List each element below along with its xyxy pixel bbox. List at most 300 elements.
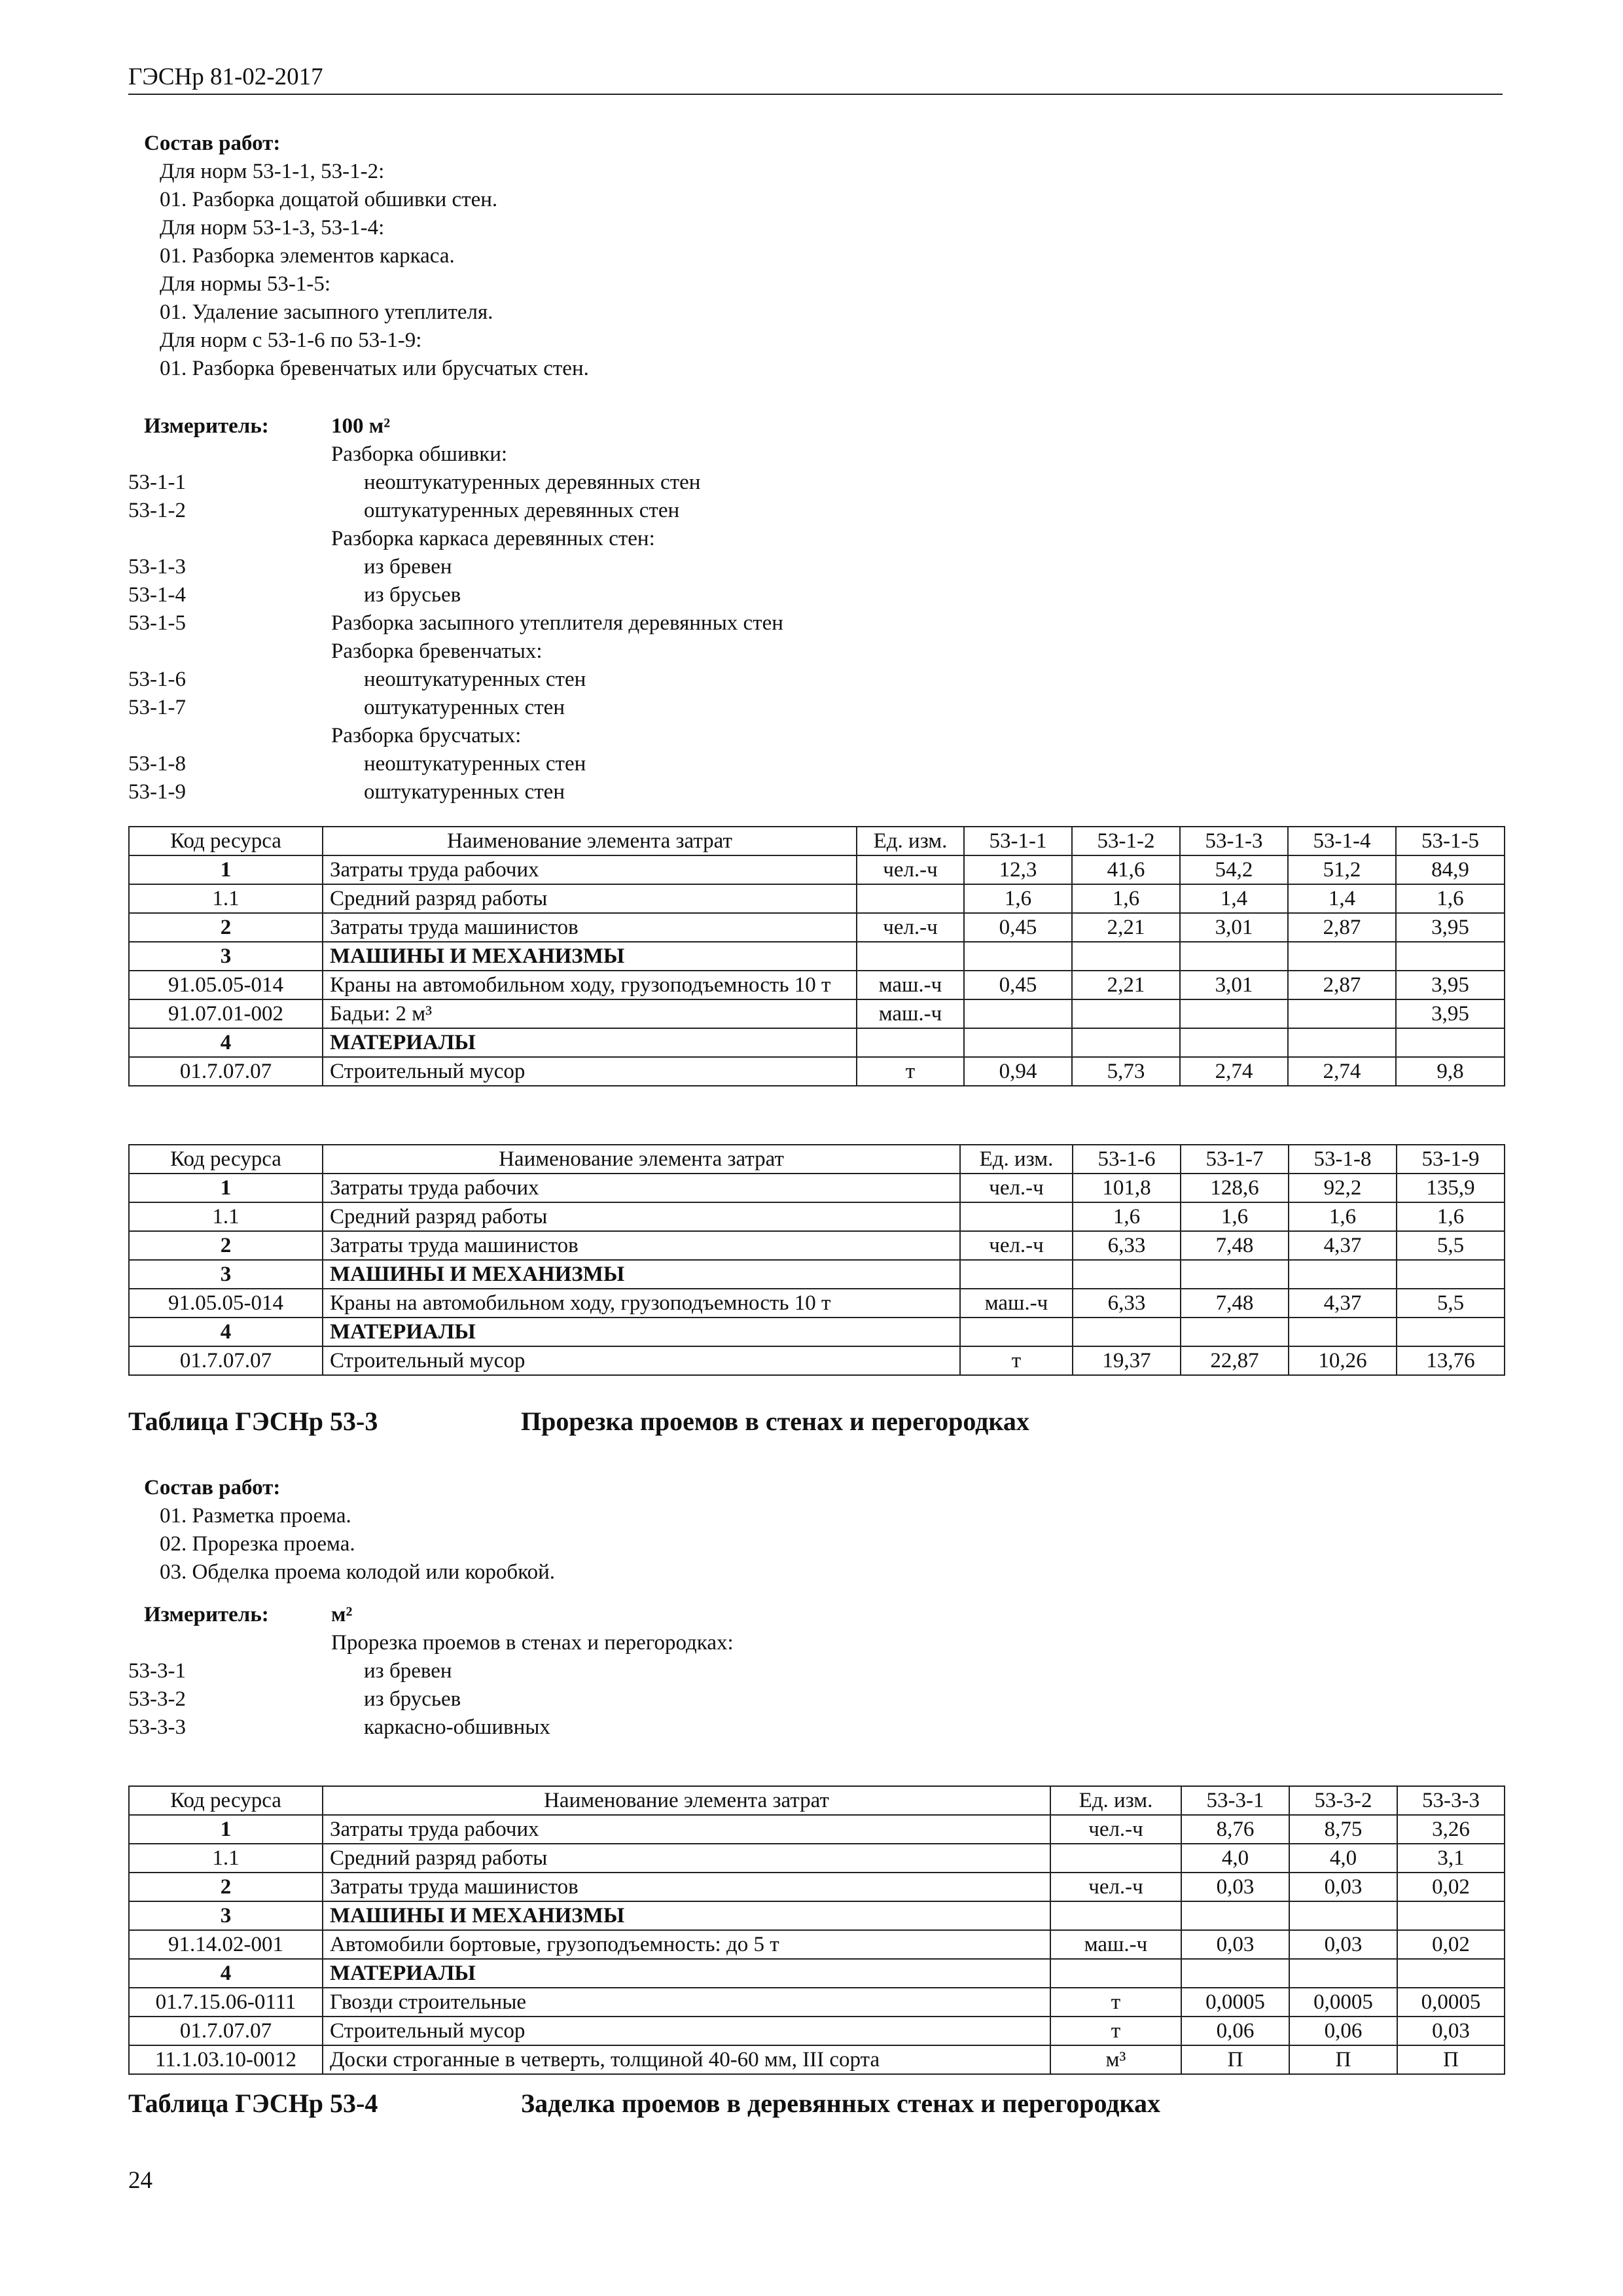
resource-table-53-1-a <box>128 826 1505 1086</box>
group-row <box>129 1028 1505 1057</box>
norm-value: 3,95 <box>1396 913 1505 942</box>
norm-value <box>1181 1959 1289 1988</box>
table-number: Таблица ГЭСНр 53-3 <box>128 1407 378 1436</box>
norm-value: 0,45 <box>964 913 1072 942</box>
group-row <box>129 942 1505 971</box>
norm-text: из брусьев <box>364 1687 461 1711</box>
norm-row <box>128 553 1503 581</box>
norm-value: 0,0005 <box>1289 1988 1397 2017</box>
norm-value: 0,03 <box>1181 1930 1289 1959</box>
norm-value: 22,87 <box>1181 1346 1289 1375</box>
resource-code: 01.7.07.07 <box>129 2017 323 2045</box>
composition-list <box>128 1502 1503 1587</box>
norm-value: 101,8 <box>1073 1174 1181 1202</box>
column-header: 53-1-2 <box>1072 827 1180 855</box>
column-header: Наименование элемента затрат <box>323 1145 960 1174</box>
norm-value <box>1288 999 1396 1028</box>
norm-value: 92,2 <box>1289 1174 1397 1202</box>
norm-value: 1,4 <box>1288 884 1396 913</box>
composition-item: Для нормы 53-1-5: <box>160 272 331 296</box>
measure-unit: м² <box>331 1603 353 1626</box>
norm-value: 6,33 <box>1073 1289 1181 1318</box>
norm-row <box>128 666 1503 694</box>
resource-code: 1.1 <box>129 884 323 913</box>
norm-value: 0,03 <box>1181 1873 1289 1901</box>
column-header: 53-1-7 <box>1181 1145 1289 1174</box>
resource-code: 1.1 <box>129 1844 323 1873</box>
resource-name: Затраты труда рабочих <box>323 855 857 884</box>
column-header: 53-1-6 <box>1073 1145 1181 1174</box>
column-header: Ед. изм. <box>1050 1786 1181 1815</box>
composition-item: 01. Разборка элементов каркаса. <box>160 244 455 268</box>
table-row <box>129 1289 1505 1318</box>
unit <box>857 942 964 971</box>
composition-list <box>128 158 1503 383</box>
norm-value: 41,6 <box>1072 855 1180 884</box>
resource-code: 11.1.03.10-0012 <box>129 2045 323 2074</box>
norm-text: Разборка обшивки: <box>331 442 508 466</box>
resource-name: МАТЕРИАЛЫ <box>323 1028 857 1057</box>
resource-name: МАТЕРИАЛЫ <box>323 1959 1050 1988</box>
norm-text: оштукатуренных деревянных стен <box>364 499 680 522</box>
norm-text: оштукатуренных стен <box>364 696 565 719</box>
resource-code: 4 <box>129 1318 323 1346</box>
unit: т <box>1050 2017 1181 2045</box>
page-number: 24 <box>128 2167 152 2194</box>
norm-value <box>1073 1260 1181 1289</box>
composition-block-3 <box>128 1474 1503 1587</box>
norm-row <box>128 469 1503 497</box>
unit: маш.-ч <box>1050 1930 1181 1959</box>
table-row <box>129 2017 1505 2045</box>
norms-list <box>128 1629 1503 1742</box>
resource-code: 1 <box>129 855 323 884</box>
norm-row <box>128 1629 1503 1657</box>
resource-name: МАШИНЫ И МЕХАНИЗМЫ <box>323 1260 960 1289</box>
norm-row <box>128 722 1503 750</box>
table-row <box>129 1346 1505 1375</box>
norm-value <box>964 1028 1072 1057</box>
resource-code: 2 <box>129 1873 323 1901</box>
norm-row <box>128 609 1503 637</box>
unit: т <box>857 1057 964 1086</box>
composition-item: 03. Обделка проема колодой или коробкой. <box>160 1560 555 1584</box>
unit <box>857 1028 964 1057</box>
section-title-53-4 <box>128 2088 1160 2119</box>
composition-title: Состав работ: <box>144 132 281 155</box>
norm-value: 3,1 <box>1397 1844 1505 1873</box>
column-header: Код ресурса <box>129 827 323 855</box>
norm-text: из бревен <box>364 555 452 579</box>
norm-code: 53-1-4 <box>128 583 186 607</box>
resource-name: Строительный мусор <box>323 2017 1050 2045</box>
resource-table-53-1-b <box>128 1144 1505 1376</box>
norm-value: 2,21 <box>1072 913 1180 942</box>
norm-value: 128,6 <box>1181 1174 1289 1202</box>
table-row <box>129 1202 1505 1231</box>
composition-item: 01. Удаление засыпного утеплителя. <box>160 300 493 324</box>
norm-value <box>1397 1318 1505 1346</box>
norm-value: 2,21 <box>1072 971 1180 999</box>
norm-value <box>1181 1260 1289 1289</box>
norm-code: 53-1-8 <box>128 752 186 776</box>
norm-code: 53-1-5 <box>128 611 186 635</box>
table-title: Заделка проемов в деревянных стенах и перегородках <box>521 2089 1160 2118</box>
composition-item: Для норм с 53-1-6 по 53-1-9: <box>160 329 422 352</box>
resource-name: Затраты труда рабочих <box>323 1174 960 1202</box>
norm-value: 0,94 <box>964 1057 1072 1086</box>
resource-name: Доски строганные в четверть, толщиной 40-60 мм, III сорта <box>323 2045 1050 2074</box>
resource-name: Гвозди строительные <box>323 1988 1050 2017</box>
norm-row <box>128 1657 1503 1685</box>
unit <box>1050 1844 1181 1873</box>
norm-value <box>1072 942 1180 971</box>
resource-code: 2 <box>129 1231 323 1260</box>
unit: маш.-ч <box>960 1289 1073 1318</box>
resource-code: 91.07.01-002 <box>129 999 323 1028</box>
resource-name: Затраты труда машинистов <box>323 1873 1050 1901</box>
norm-value: 0,0005 <box>1397 1988 1505 2017</box>
norm-value <box>1181 1318 1289 1346</box>
measure-label: Измеритель: <box>144 1603 269 1626</box>
resource-code: 3 <box>129 1901 323 1930</box>
page-header: ГЭСНр 81-02-2017 <box>128 63 1503 95</box>
unit <box>960 1260 1073 1289</box>
unit: чел.-ч <box>1050 1873 1181 1901</box>
norm-value: 2,74 <box>1180 1057 1288 1086</box>
resource-name: МАТЕРИАЛЫ <box>323 1318 960 1346</box>
norm-value <box>1396 942 1505 971</box>
composition-title: Состав работ: <box>144 1476 281 1499</box>
norm-value: 0,02 <box>1397 1930 1505 1959</box>
norm-value <box>1180 999 1288 1028</box>
group-row <box>129 1260 1505 1289</box>
norm-value: 4,37 <box>1289 1289 1397 1318</box>
table-row <box>129 913 1505 942</box>
norm-value: 0,03 <box>1289 1873 1397 1901</box>
measure-block-3 <box>128 1601 1503 1742</box>
column-header: Наименование элемента затрат <box>323 1786 1050 1815</box>
resource-name: Средний разряд работы <box>323 1844 1050 1873</box>
unit <box>1050 1959 1181 1988</box>
resource-code: 1 <box>129 1174 323 1202</box>
norm-code: 53-1-7 <box>128 696 186 719</box>
norm-value: П <box>1397 2045 1505 2074</box>
table-row <box>129 999 1505 1028</box>
resource-code: 01.7.07.07 <box>129 1346 323 1375</box>
norm-value <box>1397 1901 1505 1930</box>
composition-item: 01. Разметка проема. <box>160 1504 351 1528</box>
column-header: 53-1-1 <box>964 827 1072 855</box>
unit <box>960 1318 1073 1346</box>
norm-code <box>128 722 331 750</box>
norm-text: оштукатуренных стен <box>364 780 565 804</box>
norm-value: 2,87 <box>1288 913 1396 942</box>
norm-value: 5,5 <box>1397 1289 1505 1318</box>
norm-value <box>1397 1260 1505 1289</box>
norm-value: 3,26 <box>1397 1815 1505 1844</box>
norm-text: Разборка каркаса деревянных стен: <box>331 527 655 550</box>
norm-value <box>1072 1028 1180 1057</box>
norm-row <box>128 1713 1503 1742</box>
unit: чел.-ч <box>857 855 964 884</box>
measure-block-1 <box>128 412 1503 806</box>
norm-value: П <box>1289 2045 1397 2074</box>
measure-label: Измеритель: <box>144 414 269 438</box>
table-row <box>129 1873 1505 1901</box>
norm-value <box>1288 942 1396 971</box>
unit: маш.-ч <box>857 971 964 999</box>
unit: м³ <box>1050 2045 1181 2074</box>
norm-row <box>128 525 1503 553</box>
norm-code: 53-1-9 <box>128 780 186 804</box>
norm-text: неоштукатуренных стен <box>364 668 586 691</box>
resource-name: Строительный мусор <box>323 1346 960 1375</box>
norm-value: 7,48 <box>1181 1289 1289 1318</box>
norm-value: 3,01 <box>1180 971 1288 999</box>
column-header: 53-3-2 <box>1289 1786 1397 1815</box>
column-header: 53-3-3 <box>1397 1786 1505 1815</box>
column-header: Ед. изм. <box>960 1145 1073 1174</box>
norm-row <box>128 440 1503 469</box>
norm-value <box>1289 1260 1397 1289</box>
resource-name: Строительный мусор <box>323 1057 857 1086</box>
table-row <box>129 2045 1505 2074</box>
norms-list <box>128 440 1503 806</box>
norm-value <box>1288 1028 1396 1057</box>
norm-code <box>128 637 331 666</box>
norm-row <box>128 750 1503 778</box>
group-row <box>129 1959 1505 1988</box>
unit <box>960 1202 1073 1231</box>
resource-name: МАШИНЫ И МЕХАНИЗМЫ <box>323 1901 1050 1930</box>
norm-value: 8,76 <box>1181 1815 1289 1844</box>
resource-name: Затраты труда машинистов <box>323 1231 960 1260</box>
norm-value: 12,3 <box>964 855 1072 884</box>
table-row <box>129 1174 1505 1202</box>
norm-value: 4,0 <box>1289 1844 1397 1873</box>
measure-row <box>128 412 1503 440</box>
unit <box>857 884 964 913</box>
resource-name: Краны на автомобильном ходу, грузоподъемность 10 т <box>323 1289 960 1318</box>
norm-value: 0,02 <box>1397 1873 1505 1901</box>
norm-value: 1,6 <box>1181 1202 1289 1231</box>
norm-text: Разборка бревенчатых: <box>331 639 543 663</box>
resource-code: 91.14.02-001 <box>129 1930 323 1959</box>
unit: чел.-ч <box>960 1174 1073 1202</box>
norm-value: 8,75 <box>1289 1815 1397 1844</box>
table-row <box>129 1815 1505 1844</box>
norm-code <box>128 525 331 553</box>
resource-code: 1 <box>129 1815 323 1844</box>
section-title-53-3 <box>128 1406 1029 1437</box>
column-header: 53-1-4 <box>1288 827 1396 855</box>
norm-value: 6,33 <box>1073 1231 1181 1260</box>
norm-text: Разборка брусчатых: <box>331 724 522 747</box>
norm-value: П <box>1181 2045 1289 2074</box>
resource-name: Средний разряд работы <box>323 884 857 913</box>
norm-value: 2,74 <box>1288 1057 1396 1086</box>
resource-code: 3 <box>129 942 323 971</box>
column-header: Ед. изм. <box>857 827 964 855</box>
norm-value: 1,6 <box>1397 1202 1505 1231</box>
norm-value: 9,8 <box>1396 1057 1505 1086</box>
measure-row <box>128 1601 1503 1629</box>
resource-code: 3 <box>129 1260 323 1289</box>
norm-value: 19,37 <box>1073 1346 1181 1375</box>
table-row <box>129 1057 1505 1086</box>
norm-code <box>128 1629 331 1657</box>
unit: чел.-ч <box>857 913 964 942</box>
table-row <box>129 1844 1505 1873</box>
norm-value: 0,06 <box>1181 2017 1289 2045</box>
norm-value <box>964 999 1072 1028</box>
norm-row <box>128 778 1503 806</box>
resource-name: Затраты труда машинистов <box>323 913 857 942</box>
table-row <box>129 1930 1505 1959</box>
norm-value: 1,6 <box>1396 884 1505 913</box>
column-header: 53-1-3 <box>1180 827 1288 855</box>
norm-value: 3,95 <box>1396 971 1505 999</box>
norm-text: Прорезка проемов в стенах и перегородках: <box>331 1631 734 1655</box>
resource-code: 01.7.15.06-0111 <box>129 1988 323 2017</box>
resource-code: 4 <box>129 1028 323 1057</box>
resource-code: 4 <box>129 1959 323 1988</box>
norm-text: из бревен <box>364 1659 452 1683</box>
norm-value: 51,2 <box>1288 855 1396 884</box>
norm-value: 13,76 <box>1397 1346 1505 1375</box>
norm-value: 2,87 <box>1288 971 1396 999</box>
table-row <box>129 971 1505 999</box>
resource-table-53-3 <box>128 1785 1505 2075</box>
norm-code: 53-1-6 <box>128 668 186 691</box>
resource-name: Автомобили бортовые, грузоподъемность: до 5 т <box>323 1930 1050 1959</box>
norm-value: 3,01 <box>1180 913 1288 942</box>
norm-code: 53-3-1 <box>128 1659 186 1683</box>
norm-code: 53-3-3 <box>128 1715 186 1739</box>
resource-name: Средний разряд работы <box>323 1202 960 1231</box>
norm-value <box>1072 999 1180 1028</box>
table-number: Таблица ГЭСНр 53-4 <box>128 2089 378 2118</box>
column-header: 53-3-1 <box>1181 1786 1289 1815</box>
resource-code: 2 <box>129 913 323 942</box>
norm-value: 0,06 <box>1289 2017 1397 2045</box>
resource-name: Краны на автомобильном ходу, грузоподъемность 10 т <box>323 971 857 999</box>
norm-value <box>964 942 1072 971</box>
norm-value: 0,03 <box>1289 1930 1397 1959</box>
group-row <box>129 1901 1505 1930</box>
norm-code: 53-1-3 <box>128 555 186 579</box>
column-header: 53-1-9 <box>1397 1145 1505 1174</box>
norm-value: 5,73 <box>1072 1057 1180 1086</box>
norm-value: 1,6 <box>964 884 1072 913</box>
norm-value: 84,9 <box>1396 855 1505 884</box>
norm-row <box>128 497 1503 525</box>
norm-value <box>1396 1028 1505 1057</box>
unit: т <box>960 1346 1073 1375</box>
resource-code: 91.05.05-014 <box>129 1289 323 1318</box>
composition-block-1 <box>128 130 1503 383</box>
norm-text: неоштукатуренных стен <box>364 752 586 776</box>
unit: т <box>1050 1988 1181 2017</box>
norm-value: 1,6 <box>1073 1202 1181 1231</box>
table-row <box>129 884 1505 913</box>
norm-row <box>128 1685 1503 1713</box>
norm-value: 0,45 <box>964 971 1072 999</box>
column-header: 53-1-8 <box>1289 1145 1397 1174</box>
resource-code: 01.7.07.07 <box>129 1057 323 1086</box>
norm-row <box>128 581 1503 609</box>
resource-name: МАШИНЫ И МЕХАНИЗМЫ <box>323 942 857 971</box>
norm-code <box>128 440 331 469</box>
resource-name: Бадьи: 2 м³ <box>323 999 857 1028</box>
table-row <box>129 1988 1505 2017</box>
column-header: Код ресурса <box>129 1145 323 1174</box>
table-title: Прорезка проемов в стенах и перегородках <box>521 1407 1029 1436</box>
norm-value: 4,37 <box>1289 1231 1397 1260</box>
norm-text: каркасно-обшивных <box>364 1715 550 1739</box>
resource-code: 1.1 <box>129 1202 323 1231</box>
norm-value: 0,03 <box>1397 2017 1505 2045</box>
norm-value <box>1181 1901 1289 1930</box>
norm-code: 53-1-1 <box>128 471 186 494</box>
norm-value <box>1289 1959 1397 1988</box>
norm-row <box>128 694 1503 722</box>
norm-text: неоштукатуренных деревянных стен <box>364 471 701 494</box>
norm-value: 1,4 <box>1180 884 1288 913</box>
norm-value: 1,6 <box>1072 884 1180 913</box>
column-header: Код ресурса <box>129 1786 323 1815</box>
composition-item: Для норм 53-1-1, 53-1-2: <box>160 160 385 183</box>
composition-item: 01. Разборка дощатой обшивки стен. <box>160 188 498 211</box>
norm-value <box>1289 1901 1397 1930</box>
table-row <box>129 1231 1505 1260</box>
norm-value: 1,6 <box>1289 1202 1397 1231</box>
column-header: Наименование элемента затрат <box>323 827 857 855</box>
unit: маш.-ч <box>857 999 964 1028</box>
norm-value <box>1180 942 1288 971</box>
norm-value: 0,0005 <box>1181 1988 1289 2017</box>
norm-code: 53-1-2 <box>128 499 186 522</box>
column-header: 53-1-5 <box>1396 827 1505 855</box>
composition-item: 02. Прорезка проема. <box>160 1532 355 1556</box>
unit: чел.-ч <box>960 1231 1073 1260</box>
norm-text: Разборка засыпного утеплителя деревянных стен <box>331 611 783 635</box>
norm-value: 10,26 <box>1289 1346 1397 1375</box>
norm-value <box>1180 1028 1288 1057</box>
norm-row <box>128 637 1503 666</box>
composition-item: 01. Разборка бревенчатых или брусчатых стен. <box>160 357 589 380</box>
group-row <box>129 1318 1505 1346</box>
table-row <box>129 855 1505 884</box>
norm-value: 4,0 <box>1181 1844 1289 1873</box>
norm-text: из брусьев <box>364 583 461 607</box>
resource-code: 91.05.05-014 <box>129 971 323 999</box>
norm-value: 135,9 <box>1397 1174 1505 1202</box>
norm-code: 53-3-2 <box>128 1687 186 1711</box>
composition-item: Для норм 53-1-3, 53-1-4: <box>160 216 385 240</box>
unit: чел.-ч <box>1050 1815 1181 1844</box>
measure-unit: 100 м² <box>331 414 391 438</box>
norm-value: 54,2 <box>1180 855 1288 884</box>
unit <box>1050 1901 1181 1930</box>
norm-value: 5,5 <box>1397 1231 1505 1260</box>
norm-value <box>1073 1318 1181 1346</box>
norm-value: 7,48 <box>1181 1231 1289 1260</box>
norm-value <box>1289 1318 1397 1346</box>
norm-value: 3,95 <box>1396 999 1505 1028</box>
norm-value <box>1397 1959 1505 1988</box>
